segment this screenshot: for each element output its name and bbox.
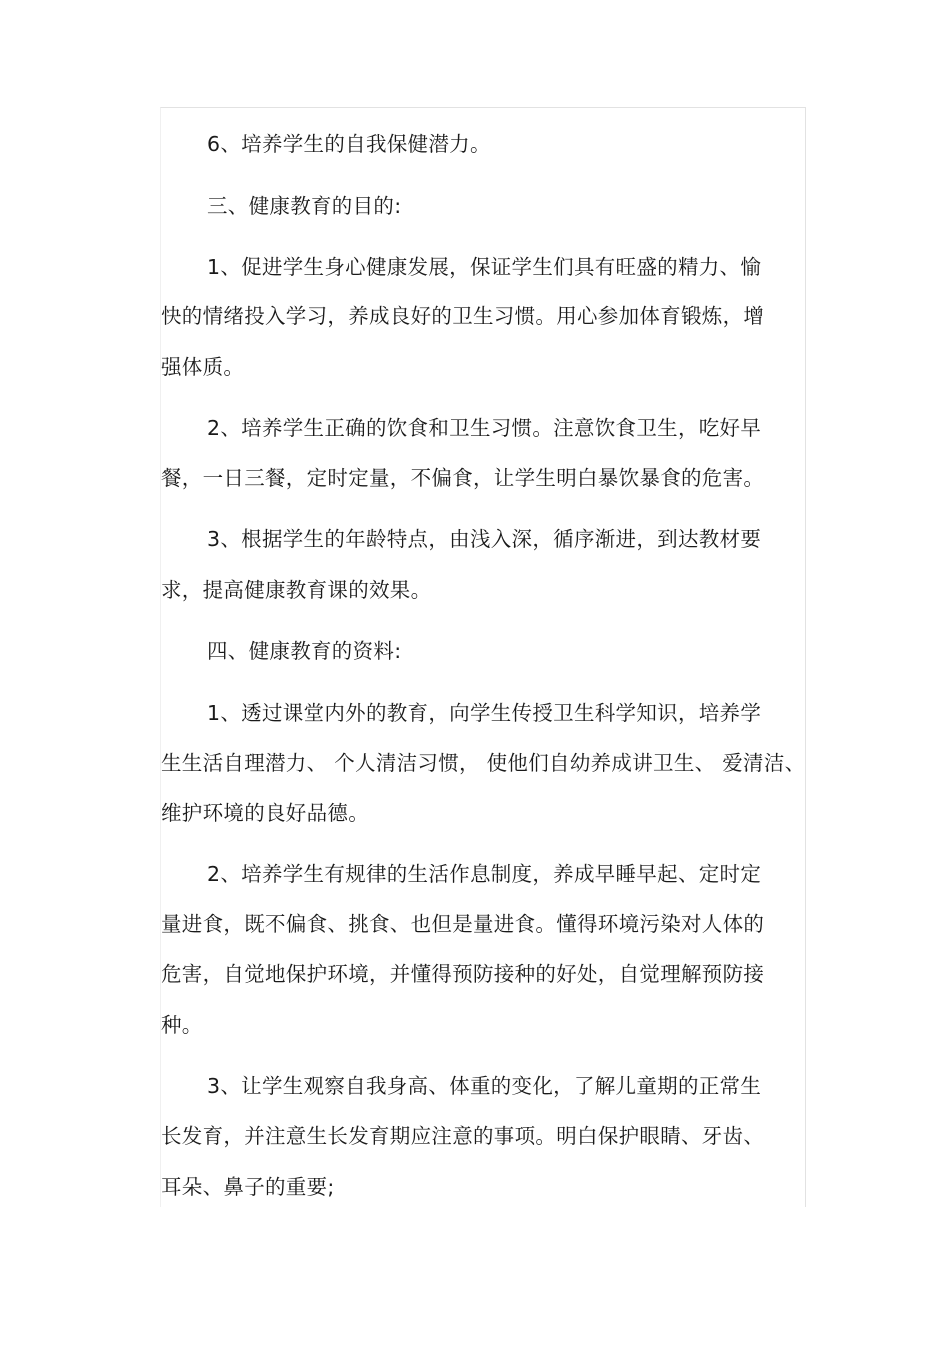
text-line: 强体质。	[161, 355, 245, 379]
text-line: 2、培养学生有规律的生活作息制度，养成早睡早起、定时定	[207, 862, 762, 886]
text-line: 3、让学生观察自我身高、体重的变化，了解儿童期的正常生	[207, 1074, 762, 1098]
text-line: 种。	[161, 1013, 203, 1037]
text-line: 3、根据学生的年龄特点，由浅入深，循序渐进，到达教材要	[207, 527, 762, 551]
text-line: 餐，一日三餐，定时定量，不偏食，让学生明白暴饮暴食的危害。	[161, 466, 765, 490]
text-line: 耳朵、鼻子的重要;	[161, 1175, 335, 1199]
section-heading: 三、健康教育的目的:	[207, 194, 402, 218]
text-line: 维护环境的良好品德。	[161, 801, 369, 825]
text-line: 危害，自觉地保护环境，并懂得预防接种的好处，自觉理解预防接	[161, 962, 765, 986]
text-line: 求，提高健康教育课的效果。	[161, 578, 432, 602]
text-line: 快的情绪投入学习，养成良好的卫生习惯。用心参加体育锻炼，增	[161, 304, 765, 328]
text-line: 6、培养学生的自我保健潜力。	[207, 132, 491, 156]
section-heading: 四、健康教育的资料:	[207, 639, 402, 663]
text-line: 长发育，并注意生长发育期应注意的事项。明白保护眼睛、牙齿、	[161, 1124, 765, 1148]
text-line: 1、透过课堂内外的教育，向学生传授卫生科学知识，培养学	[207, 701, 762, 725]
text-line: 生生活自理潜力、 个人清洁习惯， 使他们自幼养成讲卫生、 爱清洁、	[161, 751, 806, 775]
text-line: 2、培养学生正确的饮食和卫生习惯。注意饮食卫生，吃好早	[207, 416, 762, 440]
text-line: 1、促进学生身心健康发展，保证学生们具有旺盛的精力、愉	[207, 255, 762, 279]
text-line: 量进食，既不偏食、挑食、也但是量进食。懂得环境污染对人体的	[161, 912, 765, 936]
